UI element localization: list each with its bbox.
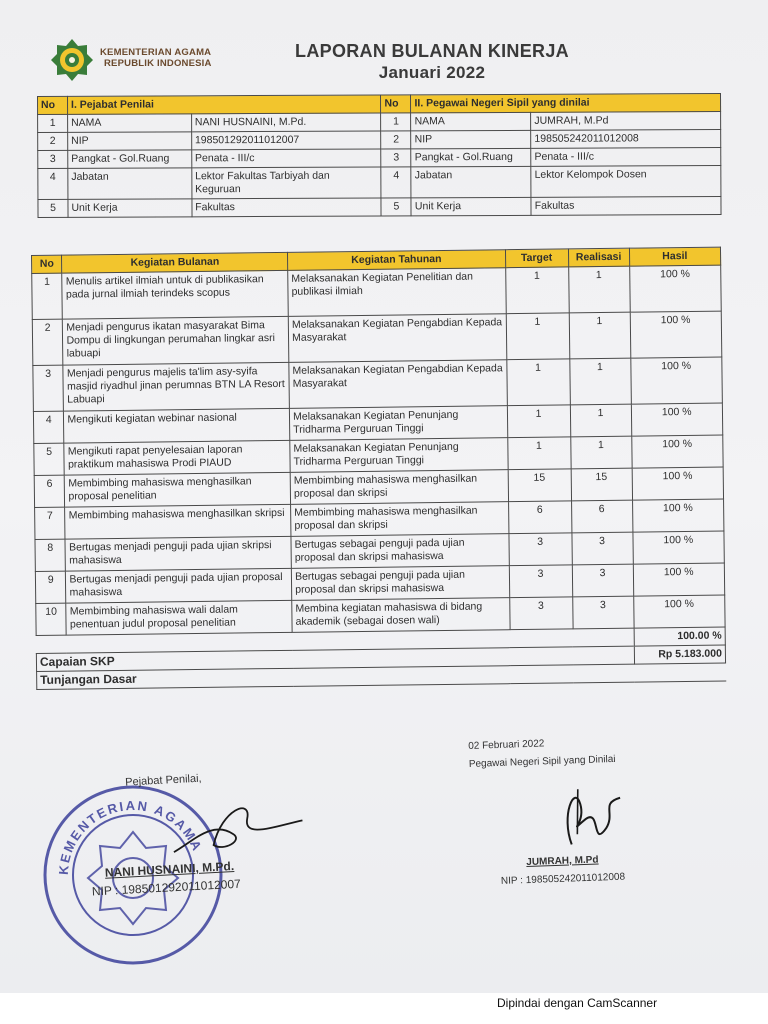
- realisasi-value: 1: [569, 358, 631, 405]
- realisasi-value: 1: [570, 404, 631, 437]
- assessor-name: NANI HUSNAINI, M.Pd.: [104, 859, 235, 880]
- row-no: 3: [38, 150, 68, 168]
- realisasi-value: 3: [571, 532, 632, 565]
- table-row: [38, 166, 721, 200]
- monthly-activity: Menulis artikel ilmiah untuk di publikasikan pada jurnal ilmiah terindeks scopus: [62, 270, 288, 319]
- yearly-activity: Melaksanakan Kegiatan Pengabdian Kepada Masyarakat: [289, 360, 507, 409]
- realisasi-value: 1: [570, 436, 631, 469]
- target-value: 6: [508, 501, 571, 534]
- field-label: NIP: [411, 130, 531, 149]
- hasil-value: 100 %: [632, 467, 724, 500]
- yearly-activity: Membimbing mahasiswa menghasilkan proposal dan skripsi: [290, 470, 508, 505]
- realisasi-value: 1: [568, 266, 630, 313]
- monthly-activity: Mengikuti kegiatan webinar nasional: [64, 408, 290, 443]
- handwritten-signature-icon: [151, 785, 314, 863]
- row-no: 5: [381, 198, 411, 216]
- signature-date: 02 Februari 2022: [468, 738, 545, 752]
- row-no: 4: [381, 167, 411, 198]
- ministry-line-2: REPUBLIK INDONESIA: [104, 58, 212, 69]
- field-value: Lektor Kelompok Dosen: [531, 166, 721, 198]
- hasil-value: 100 %: [630, 311, 722, 358]
- target-value: 1: [506, 359, 570, 406]
- hasil-value: 100 %: [629, 265, 721, 312]
- yearly-activity: Membina kegiatan mahasiswa di bidang akademik (sebagai dosen wali): [292, 598, 510, 633]
- hasil-value: 100 %: [630, 357, 722, 404]
- target-value: 1: [506, 313, 570, 360]
- realisasi-value: 3: [572, 564, 633, 597]
- field-value: Fakultas: [192, 198, 382, 217]
- field-value: Penata - III/c: [191, 149, 381, 168]
- table-row: [38, 197, 721, 218]
- field-label: Jabatan: [68, 168, 192, 200]
- realisasi-value: 15: [571, 468, 632, 501]
- col-target: Target: [505, 249, 568, 268]
- row-no: 1: [381, 113, 411, 131]
- capaian-label: Capaian SKP: [36, 646, 634, 671]
- signature-role: Pegawai Negeri Sipil yang Dinilai: [468, 753, 616, 770]
- target-value: 1: [505, 267, 569, 314]
- realisasi-value: 1: [569, 312, 631, 359]
- field-label: NAMA: [68, 114, 192, 133]
- row-no: 3: [33, 365, 64, 411]
- field-label: Pangkat - Gol.Ruang: [411, 148, 531, 167]
- document-header: [50, 38, 710, 94]
- yearly-activity: Membimbing mahasiswa menghasilkan proposal dan skripsi: [291, 502, 509, 537]
- realisasi-value: 6: [571, 500, 632, 533]
- assessor-nip: NIP : 198501292011012007: [91, 876, 242, 899]
- assessor-role: Pejabat Penilai,: [124, 772, 202, 789]
- employee-nip: NIP : 198505242011012008: [500, 871, 626, 887]
- row-no: 2: [381, 131, 411, 149]
- hasil-value: 100 %: [632, 499, 724, 532]
- target-value: 3: [509, 597, 572, 630]
- report-title: LAPORAN BULANAN KINERJA: [295, 41, 569, 61]
- row-no: 4: [33, 411, 64, 443]
- table-row: [32, 265, 722, 319]
- monthly-activity: Menjadi pengurus ikatan masyarakat Bima Dompu di lingkungan perumahan lingkar asri labuapi: [63, 316, 289, 365]
- yearly-activity: Bertugas sebagai penguji pada ujian proposal dan skripsi mahasiswa: [291, 566, 509, 601]
- table-row: [33, 357, 723, 411]
- yearly-activity: Melaksanakan Kegiatan Penelitian dan publikasi ilmiah: [288, 268, 506, 317]
- row-no: 5: [38, 199, 68, 217]
- row-no: 7: [35, 507, 66, 539]
- target-value: 3: [509, 565, 572, 598]
- row-no: 3: [381, 149, 411, 167]
- hasil-value: 100 %: [631, 435, 723, 468]
- scanner-watermark: Dipindai dengan CamScanner: [497, 996, 658, 1010]
- monthly-activity: Membimbing mahasiswa menghasilkan proposal penelitian: [65, 472, 291, 507]
- realisasi-value: 3: [572, 596, 633, 629]
- field-label: Pangkat - Gol.Ruang: [68, 150, 192, 169]
- monthly-activity: Membimbing mahasiswa wali dalam penentuan judul proposal penelitian: [66, 600, 292, 635]
- yearly-activity: Melaksanakan Kegiatan Penunjang Tridharma Perguruan Tinggi: [290, 438, 508, 473]
- yearly-activity: Bertugas sebagai penguji pada ujian proposal dan skripsi mahasiswa: [291, 534, 509, 569]
- col-no: No: [32, 255, 63, 273]
- target-value: 3: [508, 533, 571, 566]
- yearly-activity: Melaksanakan Kegiatan Pengabdian Kepada Masyarakat: [288, 314, 506, 363]
- row-no: 2: [32, 319, 63, 365]
- col-yearly-activity: Kegiatan Tahunan: [288, 250, 506, 271]
- hasil-value: 100 %: [631, 403, 723, 436]
- personnel-info-table: [37, 93, 722, 218]
- col-no: No: [38, 96, 68, 114]
- total-hasil: 100.00 %: [634, 627, 726, 646]
- row-no: 8: [35, 539, 66, 571]
- target-value: 15: [508, 469, 571, 502]
- handwritten-signature-icon: [529, 772, 642, 856]
- hasil-value: 100 %: [632, 531, 724, 564]
- row-no: 10: [36, 603, 67, 635]
- field-label: NIP: [68, 132, 192, 151]
- monthly-activity: Menjadi pengurus majelis ta'lim asy-syifa masjid riyadhul jinan perumnas BTN LA Resort Labuapi: [63, 362, 289, 411]
- field-label: Unit Kerja: [68, 199, 192, 218]
- row-no: 9: [35, 571, 66, 603]
- employee-name: JUMRAH, M.Pd: [526, 854, 599, 869]
- hasil-value: 100 %: [633, 595, 725, 628]
- monthly-activity: Bertugas menjadi penguji pada ujian skripsi mahasiswa: [65, 536, 291, 571]
- row-no: 1: [38, 114, 68, 132]
- ministry-name: [100, 47, 212, 69]
- field-value: Lektor Fakultas Tarbiyah dan Keguruan: [192, 167, 382, 199]
- target-value: 1: [507, 437, 570, 470]
- monthly-activity: Bertugas menjadi penguji pada ujian proposal mahasiswa: [66, 568, 292, 603]
- field-value: 198505242011012008: [531, 130, 721, 149]
- employee-signature-block: [468, 734, 643, 890]
- row-no: 5: [34, 443, 65, 475]
- monthly-activity: Mengikuti rapat penyelesaian laporan praktikum mahasiswa Prodi PIAUD: [64, 440, 290, 475]
- report-title-block: [282, 40, 582, 84]
- field-value: Fakultas: [531, 197, 721, 216]
- row-no: 2: [38, 132, 68, 150]
- yearly-activity: Melaksanakan Kegiatan Penunjang Tridharma Perguruan Tinggi: [289, 406, 507, 441]
- assessor-header: I. Pejabat Penilai: [67, 95, 381, 114]
- field-label: Unit Kerja: [411, 197, 531, 216]
- table-row: [32, 311, 722, 365]
- col-monthly-activity: Kegiatan Bulanan: [62, 252, 288, 273]
- activity-table: [31, 247, 726, 690]
- row-no: 6: [34, 475, 65, 507]
- target-value: 1: [507, 405, 570, 438]
- ministry-line-1: KEMENTERIAN AGAMA: [100, 47, 212, 58]
- field-label: Jabatan: [411, 166, 531, 198]
- report-period: Januari 2022: [378, 63, 486, 82]
- row-no: 1: [32, 273, 63, 319]
- ministry-logo-icon: [50, 38, 94, 82]
- monthly-activity: Membimbing mahasiswa menghasilkan skripsi: [65, 504, 291, 539]
- col-hasil: Hasil: [629, 247, 721, 266]
- field-value: NANI HUSNAINI, M.Pd.: [191, 113, 381, 132]
- employee-header: II. Pegawai Negeri Sipil yang dinilai: [411, 94, 721, 113]
- col-realisasi: Realisasi: [568, 248, 629, 267]
- col-no: No: [381, 95, 411, 113]
- field-value: JUMRAH, M.Pd: [531, 112, 721, 131]
- capaian-value: Rp 5.183.000: [634, 645, 726, 664]
- field-value: 198501292011012007: [191, 131, 381, 150]
- hasil-value: 100 %: [633, 563, 725, 596]
- field-value: Penata - III/c: [531, 148, 721, 167]
- field-label: NAMA: [411, 112, 531, 131]
- stamp-ring-text: KEMENTERIAN AGAMA: [55, 797, 206, 876]
- assessor-signature-block: [60, 767, 316, 900]
- tunjangan-label: Tunjangan Dasar: [37, 663, 726, 689]
- row-no: 4: [38, 168, 68, 199]
